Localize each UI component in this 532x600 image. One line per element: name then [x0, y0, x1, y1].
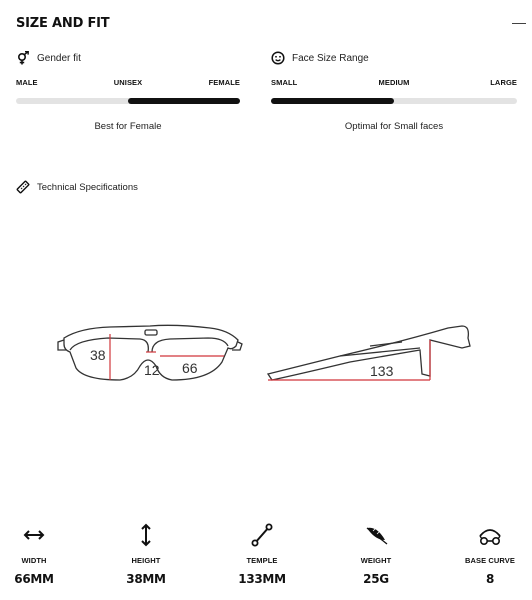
gender-icon [16, 51, 30, 65]
gender-fit-heading [16, 50, 240, 66]
glasses-measurement-diagram [0, 318, 532, 398]
spec-temple-label: TEMPLE [246, 556, 278, 565]
technical-spec-heading [16, 180, 138, 194]
face-scale-labels [271, 78, 517, 88]
base-curve-icon [477, 522, 503, 548]
spec-weight-label: WEIGHT [360, 556, 392, 565]
feather-icon [363, 522, 389, 548]
scale-label-small: SMALL [271, 78, 298, 87]
face-size-panel [271, 50, 517, 132]
spec-temple [222, 522, 302, 586]
lens-width-value: 66 [182, 360, 198, 376]
scale-label-male: MALE [16, 78, 38, 87]
bridge-value: 12 [144, 362, 160, 378]
temple-value: 133 [370, 363, 394, 379]
height-arrows-icon [133, 522, 159, 548]
spec-height-label: HEIGHT [131, 556, 161, 565]
gender-fit-note: Best for Female [94, 121, 162, 132]
face-size-note: Optimal for Small faces [344, 121, 444, 132]
face-size-title: Face Size Range [292, 52, 369, 64]
spec-temple-value: 133MM [238, 572, 286, 586]
scale-label-large: LARGE [490, 78, 517, 87]
gender-fit-panel [16, 50, 240, 132]
face-icon [271, 51, 285, 65]
spec-width [0, 522, 74, 586]
lens-height-value: 38 [90, 347, 106, 363]
spec-base-curve [450, 522, 530, 586]
spec-width-value: 66MM [14, 572, 54, 586]
spec-height [106, 522, 186, 586]
spec-summary-row [0, 522, 532, 592]
spec-weight-value: 25G [363, 572, 389, 586]
section-header[interactable] [16, 14, 532, 34]
scale-label-medium: MEDIUM [378, 78, 410, 87]
spec-base-curve-value: 8 [485, 572, 495, 586]
gender-scale-labels [16, 78, 240, 88]
face-size-heading [271, 50, 517, 66]
temple-icon [249, 522, 275, 548]
spec-base-curve-label: BASE CURVE [464, 556, 516, 565]
spec-width-label: WIDTH [21, 556, 47, 565]
collapse-icon[interactable]: — [512, 14, 526, 30]
gender-fit-fill [128, 98, 240, 104]
spec-weight [336, 522, 416, 586]
gender-fit-track [16, 98, 240, 104]
gender-fit-title: Gender fit [37, 52, 81, 64]
ruler-icon [16, 180, 30, 194]
scale-label-unisex: UNISEX [113, 78, 143, 87]
face-size-track [271, 98, 517, 104]
scale-label-female: FEMALE [208, 78, 240, 87]
width-arrows-icon [21, 522, 47, 548]
glasses-side-view [268, 326, 470, 380]
section-title: SIZE AND FIT [16, 16, 110, 31]
face-size-fill [271, 98, 394, 104]
technical-spec-title: Technical Specifications [37, 181, 138, 193]
spec-height-value: 38MM [126, 572, 166, 586]
